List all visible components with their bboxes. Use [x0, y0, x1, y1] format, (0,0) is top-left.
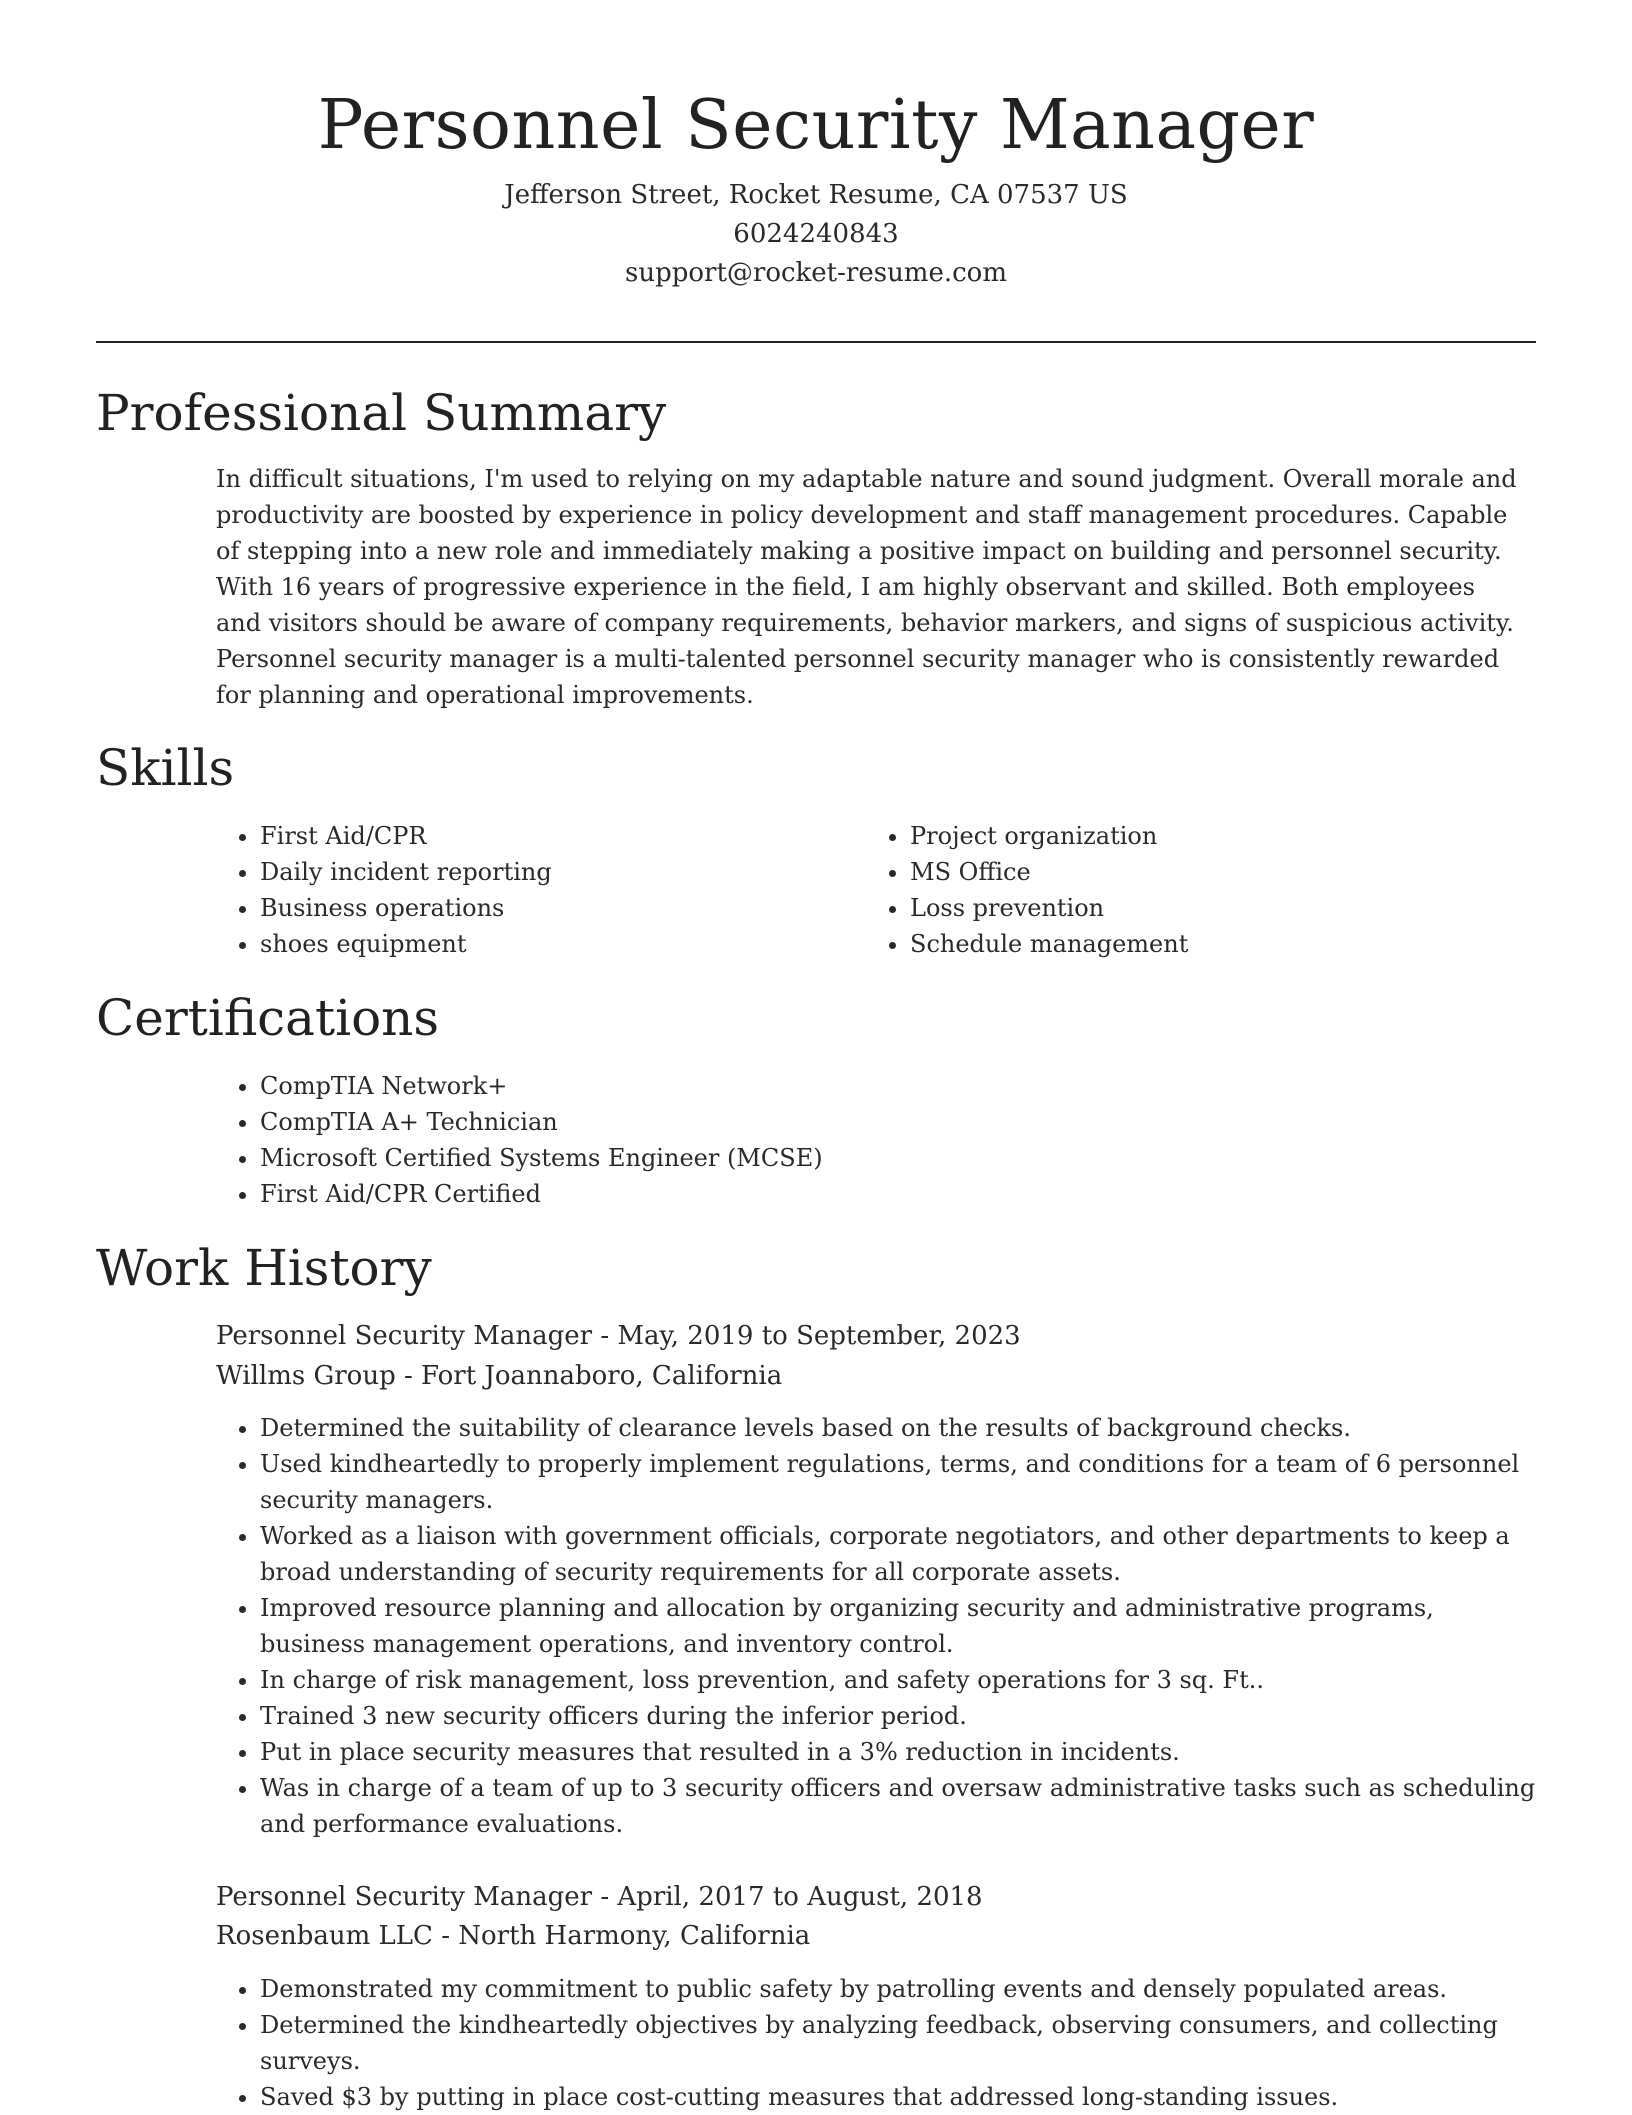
job-1-role-line: [216, 1316, 1021, 1356]
skills-column-left: [216, 818, 816, 962]
list-item: • MS Office: [910, 854, 1466, 890]
job-dates: - May, 2019 to September, 2023: [592, 1321, 1021, 1351]
certifications-heading: Certifications: [96, 989, 440, 1047]
skills-column-right: [866, 818, 1466, 962]
certifications-list: [216, 1068, 823, 1212]
header-divider: [96, 341, 1536, 343]
list-item: • Daily incident reporting: [260, 854, 816, 890]
job-1-duties: [216, 1410, 1536, 1842]
list-item: • Determined the kindheartedly objectives by analyzing feedback, observing consumers, and collecting surveys.: [260, 2007, 1536, 2079]
job-1-company-line: [216, 1356, 782, 1396]
list-item: • Business operations: [260, 890, 816, 926]
list-item: • shoes equipment: [260, 926, 816, 962]
list-item: • Schedule management: [910, 926, 1466, 962]
list-item: • Trained 3 new security officers during the inferior period.: [260, 1698, 1536, 1734]
work-history-heading: Work History: [96, 1239, 432, 1297]
summary-heading: Professional Summary: [96, 384, 667, 442]
contact-block: [0, 176, 1632, 293]
list-item: • Demonstrated my commitment to public safety by patrolling events and densely populated areas.: [260, 1971, 1536, 2007]
list-item: • CompTIA A+ Technician: [260, 1104, 823, 1140]
certifications-block: [216, 1068, 823, 1212]
list-item: • In charge of risk management, loss prevention, and safety operations for 3 sq. Ft..: [260, 1662, 1536, 1698]
email-text: support@rocket-resume.com: [624, 258, 1007, 288]
job-role: Personnel Security Manager: [216, 1321, 593, 1351]
list-item: • Project organization: [910, 818, 1466, 854]
job-2-company-line: [216, 1916, 810, 1956]
job-dates: - April, 2017 to August, 2018: [592, 1882, 983, 1912]
list-item: • Put in place security measures that resulted in a 3% reduction in incidents.: [260, 1734, 1536, 1770]
job-location: - North Harmony, California: [432, 1921, 811, 1951]
list-item: • Used kindheartedly to properly implement regulations, terms, and conditions for a team of 6 personnel security managers.: [260, 1446, 1536, 1518]
skills-list-right: [866, 818, 1466, 962]
list-item: • Loss prevention: [910, 890, 1466, 926]
list-item: • Worked as a liaison with government officials, corporate negotiators, and other departments to keep a broad understanding of security requirements for all corporate assets.: [260, 1518, 1536, 1590]
phone-text: 6024240843: [733, 219, 899, 249]
list-item: • CompTIA Network+: [260, 1068, 823, 1104]
list-item: • First Aid/CPR: [260, 818, 816, 854]
job-company: Willms Group: [216, 1361, 396, 1391]
summary-text: In difficult situations, I'm used to relying on my adaptable nature and sound judgment. Overall morale and productivity are boosted by experience in policy development and staff management procedures. Capable of stepping into a new role and immediately making a positive impact on building and personnel security. With 16 years of progressive experience in the field, I am highly observant and skilled. Both employees and visitors should be aware of company requirements, behavior markers, and signs of suspicious activity. Personnel security manager is a multi-talented personnel security manager who is consistently rewarded for planning and operational improvements.: [216, 465, 1517, 709]
list-item: • Was in charge of a team of up to 3 security officers and oversaw administrative tasks such as scheduling and performance evaluations.: [260, 1770, 1536, 1842]
resume-header: [0, 0, 1632, 293]
list-item: • Microsoft Certified Systems Engineer (MCSE): [260, 1140, 823, 1176]
job-location: - Fort Joannaboro, California: [395, 1361, 783, 1391]
candidate-title: Personnel Security Manager: [317, 86, 1315, 165]
job-1-duties-list: [216, 1410, 1536, 1842]
list-item: • Determined the suitability of clearance levels based on the results of background checks.: [260, 1410, 1536, 1446]
address-text: Jefferson Street, Rocket Resume, CA 07537 US: [504, 180, 1128, 210]
job-2-role-line: [216, 1877, 983, 1917]
job-2-duties: [216, 1971, 1536, 2115]
list-item: • Improved resource planning and allocation by organizing security and administrative programs, business management operations, and inventory control.: [260, 1590, 1536, 1662]
job-role: Personnel Security Manager: [216, 1882, 593, 1912]
list-item: • First Aid/CPR Certified: [260, 1176, 823, 1212]
job-2-duties-list: [216, 1971, 1536, 2115]
skills-list-left: [216, 818, 816, 962]
skills-heading: Skills: [96, 739, 235, 797]
list-item: • Saved $3 by putting in place cost-cutting measures that addressed long-standing issues.: [260, 2079, 1536, 2115]
job-company: Rosenbaum LLC: [216, 1921, 433, 1951]
